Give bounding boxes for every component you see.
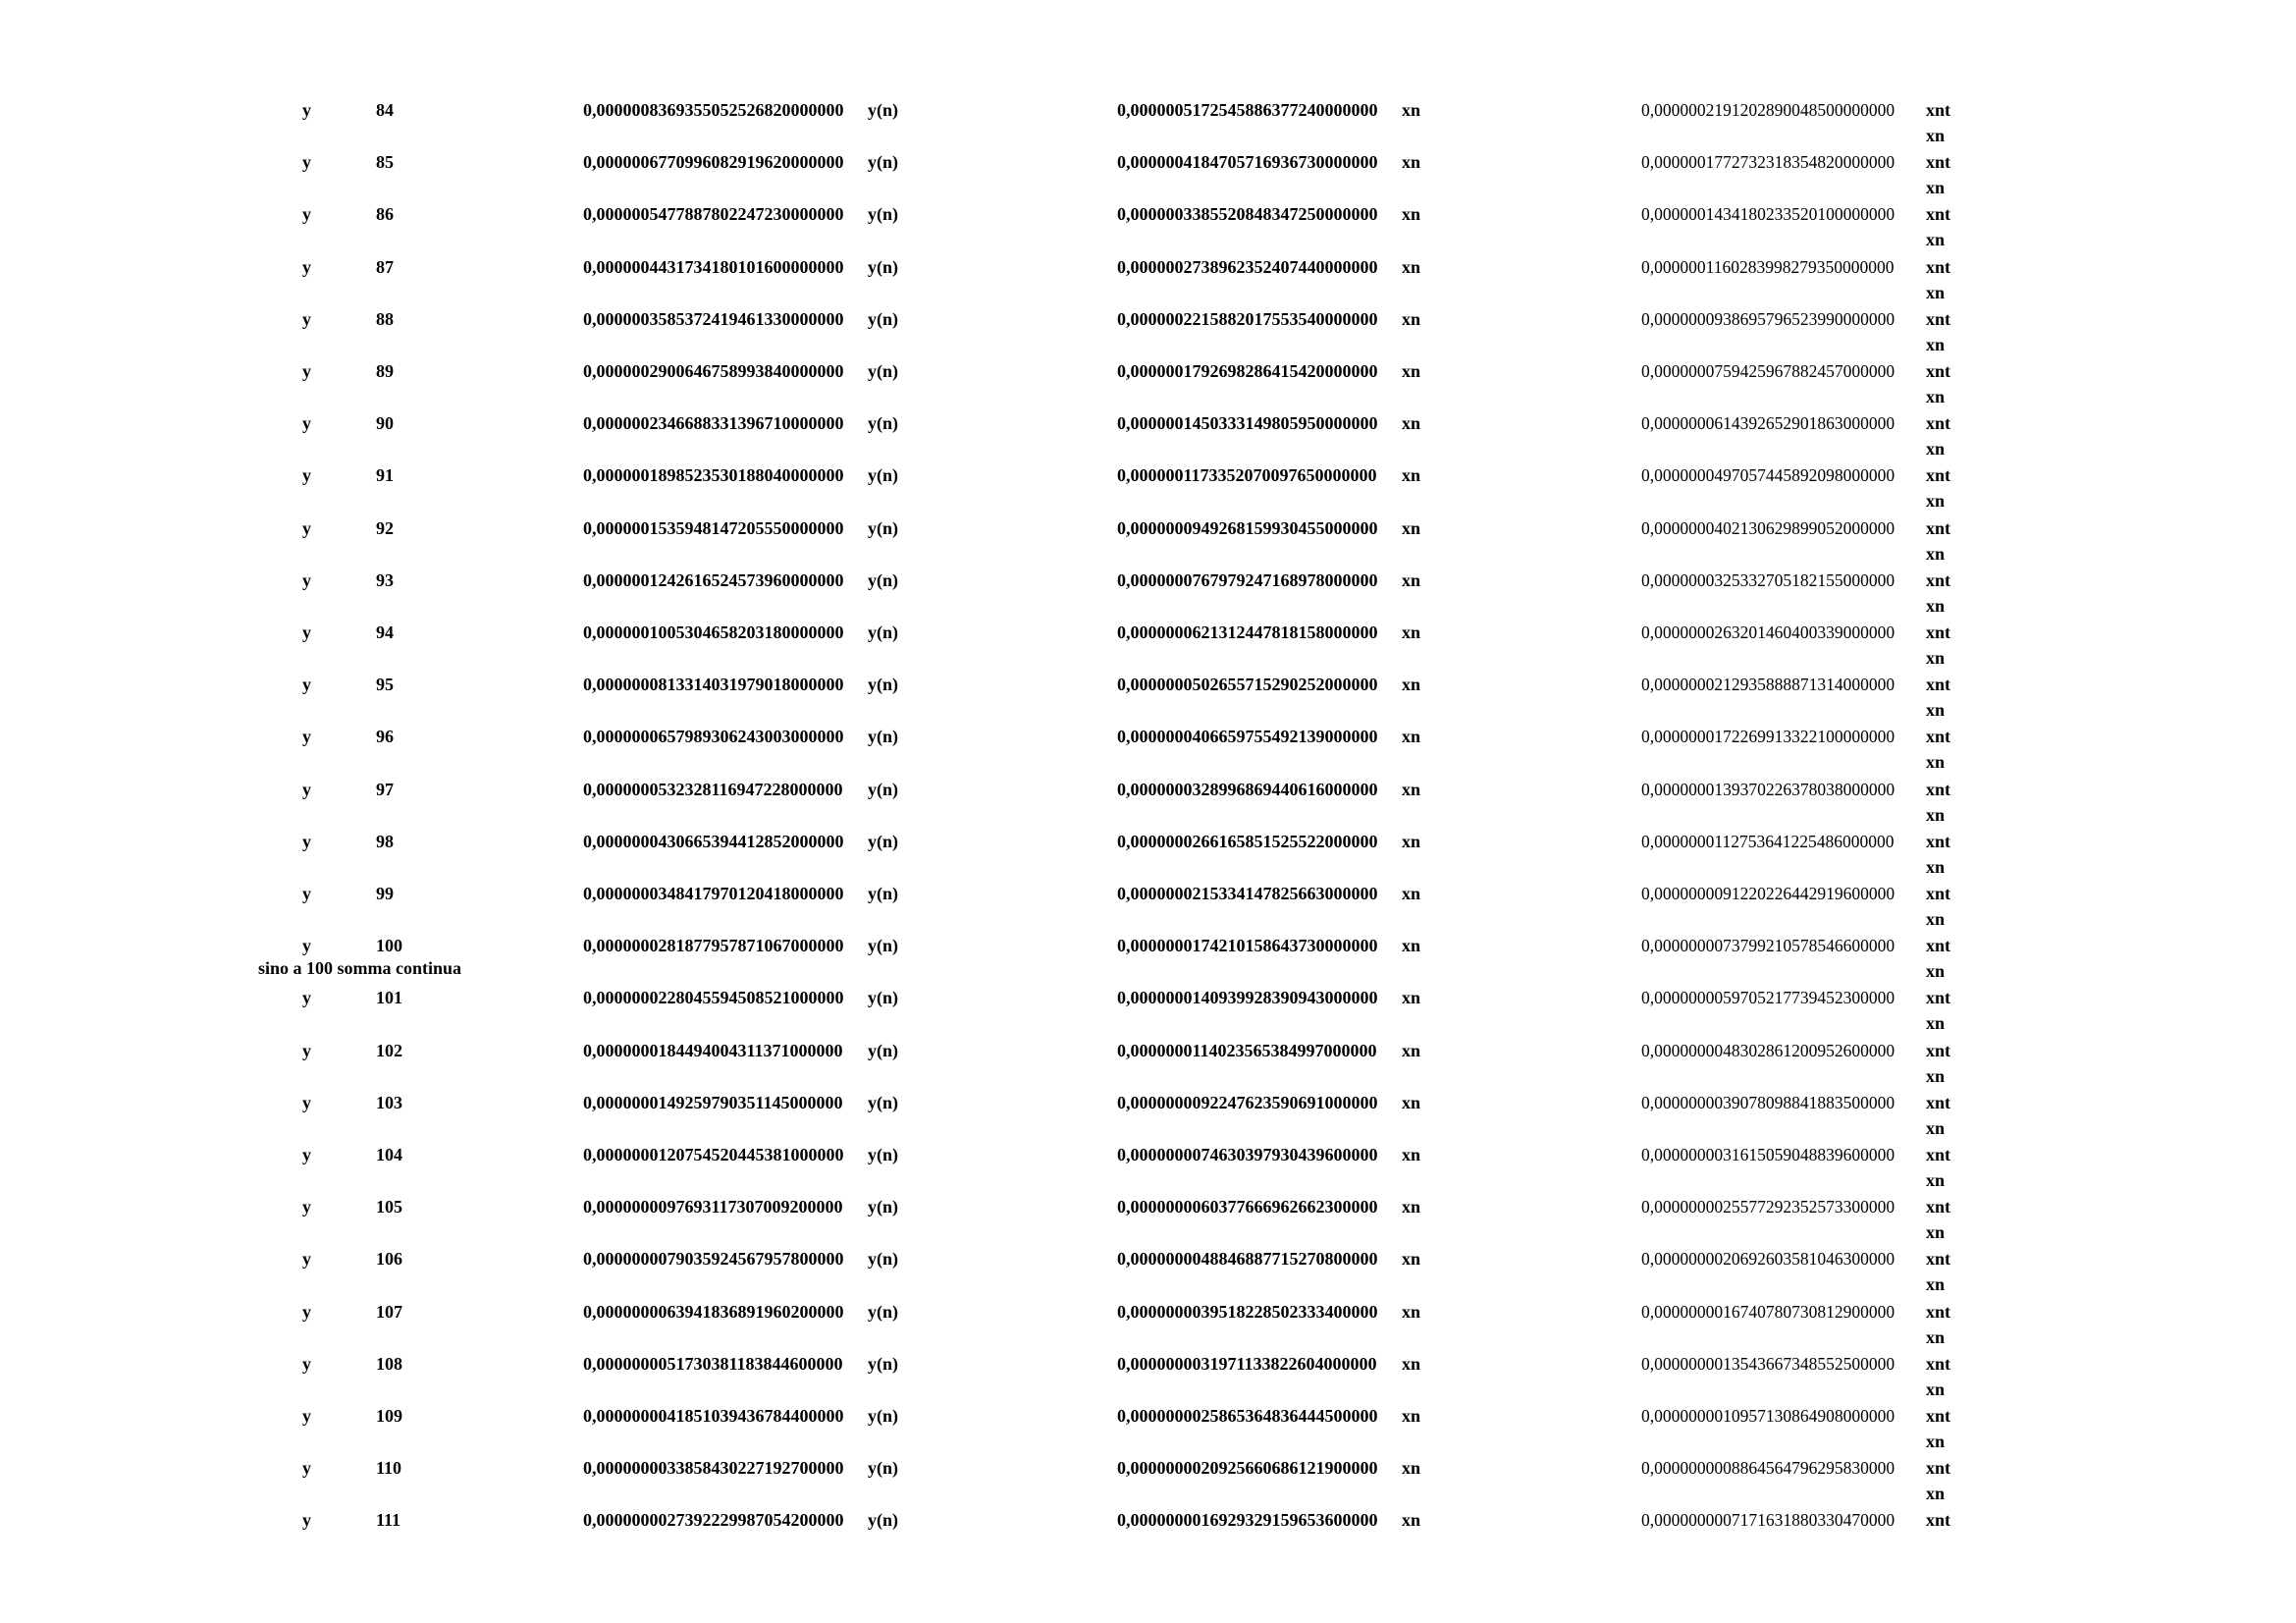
xn-value: 0,0000002738962352407440000000 bbox=[1117, 256, 1378, 277]
row-label: y bbox=[302, 1145, 311, 1164]
xnt-value: 0,0000000031615059048839600000 bbox=[1641, 1145, 1896, 1164]
y-value: 0,0000000228045594508521000000 bbox=[583, 988, 844, 1008]
row-index: 95 bbox=[376, 675, 394, 695]
xn-continuation-suffix: xn bbox=[1926, 543, 1946, 564]
table-row bbox=[0, 985, 2296, 1037]
xn-value: 0,0000000621312447818158000000 bbox=[1117, 622, 1378, 642]
sum-note: sino a 100 somma continua bbox=[258, 958, 462, 978]
row-index: 105 bbox=[376, 1197, 402, 1217]
xnt-suffix: xnt bbox=[1926, 831, 1951, 851]
table-row bbox=[0, 358, 2296, 410]
y-suffix: y(n) bbox=[868, 727, 898, 747]
table-row bbox=[0, 1246, 2296, 1298]
y-suffix: y(n) bbox=[868, 1145, 898, 1164]
xn-suffix: xn bbox=[1402, 100, 1421, 120]
xn-suffix: xn bbox=[1402, 1249, 1421, 1270]
xn-value: 0,0000000031971133822604000000 bbox=[1117, 1353, 1377, 1374]
row-index: 104 bbox=[376, 1145, 402, 1164]
xn-continuation-suffix: xn bbox=[1926, 1432, 1946, 1451]
xnt-value: 0,0000000039078098841883500000 bbox=[1641, 1092, 1896, 1112]
row-index: 107 bbox=[376, 1301, 402, 1322]
row-label: y bbox=[302, 779, 311, 799]
y-value: 0,0000000149259790351145000000 bbox=[583, 1092, 843, 1112]
xnt-value: 0,0000002191202890048500000000 bbox=[1641, 100, 1896, 120]
row-index: 90 bbox=[376, 413, 394, 434]
table-row bbox=[0, 1194, 2296, 1246]
xn-suffix: xn bbox=[1402, 884, 1421, 903]
row-label: y bbox=[302, 1406, 311, 1426]
row-label: y bbox=[302, 1249, 311, 1270]
xnt-value: 0,0000000059705217739452300000 bbox=[1641, 988, 1896, 1008]
row-label: y bbox=[302, 988, 311, 1008]
xnt-suffix: xnt bbox=[1926, 988, 1951, 1008]
xn-continuation-suffix: xn bbox=[1926, 1326, 1946, 1347]
xn-continuation-suffix: xn bbox=[1926, 334, 1946, 354]
table-row bbox=[0, 306, 2296, 358]
y-value: 0,0000000184494004311371000000 bbox=[583, 1040, 843, 1060]
table-row bbox=[0, 829, 2296, 881]
table-row bbox=[0, 1403, 2296, 1455]
y-value: 0,0000002900646758993840000000 bbox=[583, 361, 844, 381]
y-suffix: y(n) bbox=[868, 622, 898, 642]
xnt-suffix: xnt bbox=[1926, 1040, 1951, 1060]
xn-continuation-suffix: xn bbox=[1926, 856, 1946, 877]
xn-value: 0,0000000328996869440616000000 bbox=[1117, 779, 1378, 799]
y-suffix: y(n) bbox=[868, 100, 898, 120]
row-index: 96 bbox=[376, 727, 394, 747]
table-row bbox=[0, 777, 2296, 829]
xn-suffix: xn bbox=[1402, 256, 1421, 277]
row-index: 86 bbox=[376, 204, 394, 225]
xnt-value: 0,0000000759425967882457000000 bbox=[1641, 361, 1896, 381]
y-value: 0,0000000281877957871067000000 bbox=[583, 936, 844, 956]
xnt-suffix: xnt bbox=[1926, 204, 1951, 225]
xn-value: 0,0000000092247623590691000000 bbox=[1117, 1092, 1378, 1112]
table-row bbox=[0, 1455, 2296, 1507]
xnt-suffix: xnt bbox=[1926, 884, 1951, 903]
table-row bbox=[0, 620, 2296, 672]
row-index: 101 bbox=[376, 988, 402, 1008]
xn-continuation-suffix: xn bbox=[1926, 752, 1946, 773]
row-label: y bbox=[302, 361, 311, 381]
xn-suffix: xn bbox=[1402, 727, 1421, 747]
xn-value: 0,0000003385520848347250000000 bbox=[1117, 204, 1378, 225]
y-suffix: y(n) bbox=[868, 1040, 898, 1060]
xn-suffix: xn bbox=[1402, 204, 1421, 225]
xn-suffix: xn bbox=[1402, 569, 1421, 590]
row-index: 87 bbox=[376, 256, 394, 277]
xn-suffix: xn bbox=[1402, 361, 1421, 381]
xnt-suffix: xnt bbox=[1926, 1510, 1951, 1531]
row-index: 102 bbox=[376, 1040, 402, 1060]
xn-suffix: xn bbox=[1402, 1301, 1421, 1322]
xn-suffix: xn bbox=[1402, 1145, 1421, 1164]
xnt-value: 0,0000001434180233520100000000 bbox=[1641, 204, 1896, 225]
y-suffix: y(n) bbox=[868, 675, 898, 695]
xnt-value: 0,0000000010957130864908000000 bbox=[1641, 1406, 1896, 1426]
row-label: y bbox=[302, 1353, 311, 1374]
row-label: y bbox=[302, 152, 311, 173]
xn-continuation-suffix: xn bbox=[1926, 178, 1946, 198]
xn-continuation-suffix: xn bbox=[1926, 282, 1946, 302]
y-value: 0,0000001242616524573960000000 bbox=[583, 569, 844, 590]
xnt-value: 0,0000000325332705182155000000 bbox=[1641, 569, 1896, 590]
xnt-value: 0,0000000614392652901863000000 bbox=[1641, 413, 1896, 434]
y-value: 0,0000000097693117307009200000 bbox=[583, 1197, 843, 1217]
xnt-value: 0,0000000402130629899052000000 bbox=[1641, 517, 1896, 538]
y-value: 0,0000005477887802247230000000 bbox=[583, 204, 844, 225]
xnt-value: 0,0000000112753641225486000000 bbox=[1641, 831, 1895, 851]
table-row bbox=[0, 1351, 2296, 1403]
xn-value: 0,0000000016929329159653600000 bbox=[1117, 1510, 1378, 1531]
row-index: 103 bbox=[376, 1092, 402, 1112]
y-suffix: y(n) bbox=[868, 936, 898, 956]
xn-continuation-suffix: xn bbox=[1926, 387, 1946, 406]
xn-continuation-suffix: xn bbox=[1926, 804, 1946, 825]
xnt-suffix: xnt bbox=[1926, 308, 1951, 329]
y-value: 0,0000004431734180101600000000 bbox=[583, 256, 844, 277]
y-value: 0,0000001898523530188040000000 bbox=[583, 465, 844, 486]
xnt-suffix: xnt bbox=[1926, 727, 1951, 747]
y-value: 0,0000000120754520445381000000 bbox=[583, 1145, 844, 1164]
xnt-value: 0,0000000497057445892098000000 bbox=[1641, 465, 1896, 486]
y-suffix: y(n) bbox=[868, 988, 898, 1008]
xnt-value: 0,0000000091220226442919600000 bbox=[1641, 884, 1896, 903]
row-index: 100 bbox=[376, 936, 402, 956]
xn-value: 0,0000000949268159930455000000 bbox=[1117, 517, 1378, 538]
xn-value: 0,0000001450333149805950000000 bbox=[1117, 413, 1378, 434]
xn-value: 0,0000005172545886377240000000 bbox=[1117, 100, 1378, 120]
table-row bbox=[0, 1038, 2296, 1090]
y-value: 0,0000000813314031979018000000 bbox=[583, 675, 844, 695]
xnt-suffix: xnt bbox=[1926, 622, 1951, 642]
xnt-suffix: xnt bbox=[1926, 779, 1951, 799]
xnt-suffix: xnt bbox=[1926, 1353, 1951, 1374]
row-index: 85 bbox=[376, 152, 394, 173]
xn-value: 0,0000002215882017553540000000 bbox=[1117, 308, 1378, 329]
y-value: 0,0000002346688331396710000000 bbox=[583, 413, 844, 434]
xnt-suffix: xnt bbox=[1926, 569, 1951, 590]
row-label: y bbox=[302, 308, 311, 329]
xn-suffix: xn bbox=[1402, 779, 1421, 799]
xn-suffix: xn bbox=[1402, 1458, 1421, 1479]
xnt-value: 0,0000000048302861200952600000 bbox=[1641, 1040, 1896, 1060]
row-label: y bbox=[302, 727, 311, 747]
xn-value: 0,0000001173352070097650000000 bbox=[1117, 465, 1377, 486]
y-value: 0,0000000348417970120418000000 bbox=[583, 884, 844, 903]
xnt-suffix: xnt bbox=[1926, 675, 1951, 695]
xn-suffix: xn bbox=[1402, 1353, 1421, 1374]
y-suffix: y(n) bbox=[868, 831, 898, 851]
xn-value: 0,0000000502655715290252000000 bbox=[1117, 675, 1378, 695]
y-suffix: y(n) bbox=[868, 256, 898, 277]
y-suffix: y(n) bbox=[868, 1406, 898, 1426]
row-label: y bbox=[302, 204, 311, 225]
xn-suffix: xn bbox=[1402, 308, 1421, 329]
xn-suffix: xn bbox=[1402, 1406, 1421, 1426]
row-index: 91 bbox=[376, 465, 394, 486]
xn-continuation-suffix: xn bbox=[1926, 1117, 1946, 1138]
y-suffix: y(n) bbox=[868, 1353, 898, 1374]
xn-continuation-suffix: xn bbox=[1926, 1379, 1946, 1399]
y-suffix: y(n) bbox=[868, 308, 898, 329]
xn-suffix: xn bbox=[1402, 465, 1421, 486]
y-suffix: y(n) bbox=[868, 517, 898, 538]
table-row bbox=[0, 149, 2296, 201]
xnt-value: 0,0000000263201460400339000000 bbox=[1641, 622, 1896, 642]
xn-value: 0,0000000114023565384997000000 bbox=[1117, 1040, 1377, 1060]
y-value: 0,0000000657989306243003000000 bbox=[583, 727, 844, 747]
xn-value: 0,0000000767979247168978000000 bbox=[1117, 569, 1378, 590]
row-label: y bbox=[302, 936, 311, 956]
row-label: y bbox=[302, 831, 311, 851]
xnt-suffix: xnt bbox=[1926, 1145, 1951, 1164]
y-suffix: y(n) bbox=[868, 361, 898, 381]
table-row bbox=[0, 881, 2296, 933]
table-row bbox=[0, 1090, 2296, 1142]
xn-suffix: xn bbox=[1402, 1510, 1421, 1531]
xn-value: 0,0000000140939928390943000000 bbox=[1117, 988, 1378, 1008]
y-suffix: y(n) bbox=[868, 884, 898, 903]
xnt-suffix: xnt bbox=[1926, 413, 1951, 434]
y-suffix: y(n) bbox=[868, 1510, 898, 1531]
xn-continuation-suffix: xn bbox=[1926, 491, 1946, 512]
xnt-value: 0,0000000938695796523990000000 bbox=[1641, 308, 1896, 329]
y-suffix: y(n) bbox=[868, 1092, 898, 1112]
xn-suffix: xn bbox=[1402, 152, 1421, 173]
row-label: y bbox=[302, 1092, 311, 1112]
row-label: y bbox=[302, 622, 311, 642]
row-label: y bbox=[302, 569, 311, 590]
xn-value: 0,0000000048846887715270800000 bbox=[1117, 1249, 1378, 1270]
y-suffix: y(n) bbox=[868, 152, 898, 173]
row-label: y bbox=[302, 465, 311, 486]
row-index: 97 bbox=[376, 779, 394, 799]
xn-value: 0,0000000039518228502333400000 bbox=[1117, 1301, 1378, 1322]
xnt-suffix: xnt bbox=[1926, 1249, 1951, 1270]
xn-value: 0,0000000025865364836444500000 bbox=[1117, 1406, 1378, 1426]
xnt-suffix: xnt bbox=[1926, 152, 1951, 173]
table-row bbox=[0, 1299, 2296, 1351]
xn-continuation-suffix: xn bbox=[1926, 648, 1946, 668]
y-suffix: y(n) bbox=[868, 1249, 898, 1270]
xnt-suffix: xnt bbox=[1926, 256, 1951, 277]
table-row bbox=[0, 97, 2296, 149]
xn-value: 0,0000000020925660686121900000 bbox=[1117, 1458, 1378, 1479]
y-value: 0,0000006770996082919620000000 bbox=[583, 152, 844, 173]
xn-suffix: xn bbox=[1402, 988, 1421, 1008]
row-index: 108 bbox=[376, 1353, 402, 1374]
xn-suffix: xn bbox=[1402, 936, 1421, 956]
xn-continuation-suffix: xn bbox=[1926, 1222, 1946, 1243]
y-value: 0,0000000063941836891960200000 bbox=[583, 1301, 844, 1322]
xn-continuation-suffix: xn bbox=[1926, 595, 1946, 616]
xnt-suffix: xnt bbox=[1926, 465, 1951, 486]
y-value: 0,0000000532328116947228000000 bbox=[583, 779, 843, 799]
row-index: 106 bbox=[376, 1249, 402, 1270]
row-label: y bbox=[302, 1301, 311, 1322]
xn-suffix: xn bbox=[1402, 1040, 1421, 1060]
table-row bbox=[0, 410, 2296, 462]
row-index: 94 bbox=[376, 622, 394, 642]
xnt-suffix: xnt bbox=[1926, 936, 1951, 956]
xnt-suffix: xnt bbox=[1926, 1197, 1951, 1217]
y-suffix: y(n) bbox=[868, 779, 898, 799]
y-value: 0,0000000430665394412852000000 bbox=[583, 831, 844, 851]
y-value: 0,0000008369355052526820000000 bbox=[583, 100, 844, 120]
row-label: y bbox=[302, 1458, 311, 1479]
table-row bbox=[0, 254, 2296, 306]
xnt-value: 0,0000000073799210578546600000 bbox=[1641, 936, 1896, 956]
y-value: 0,0000001005304658203180000000 bbox=[583, 622, 844, 642]
xn-suffix: xn bbox=[1402, 675, 1421, 695]
table-row bbox=[0, 462, 2296, 514]
row-label: y bbox=[302, 1510, 311, 1531]
xn-value: 0,0000000060377666962662300000 bbox=[1117, 1197, 1378, 1217]
row-label: y bbox=[302, 100, 311, 120]
xnt-value: 0,0000001160283998279350000000 bbox=[1641, 256, 1895, 277]
y-suffix: y(n) bbox=[868, 204, 898, 225]
table-row bbox=[0, 1142, 2296, 1194]
row-index: 99 bbox=[376, 884, 394, 903]
xn-continuation-suffix: xn bbox=[1926, 700, 1946, 721]
xn-continuation-suffix: xn bbox=[1926, 961, 1946, 982]
xnt-value: 0,0000000013543667348552500000 bbox=[1641, 1353, 1896, 1374]
row-label: y bbox=[302, 256, 311, 277]
xn-suffix: xn bbox=[1402, 1092, 1421, 1112]
y-value: 0,0000000041851039436784400000 bbox=[583, 1406, 844, 1426]
table-row bbox=[0, 201, 2296, 253]
row-label: y bbox=[302, 675, 311, 695]
table-row bbox=[0, 724, 2296, 776]
xnt-value: 0,0000000008864564796295830000 bbox=[1641, 1458, 1896, 1479]
row-label: y bbox=[302, 517, 311, 538]
xn-continuation-suffix: xn bbox=[1926, 1484, 1946, 1504]
xn-value: 0,0000000406659755492139000000 bbox=[1117, 727, 1378, 747]
table-row bbox=[0, 672, 2296, 724]
xnt-value: 0,0000000020692603581046300000 bbox=[1641, 1249, 1896, 1270]
row-label: y bbox=[302, 413, 311, 434]
xn-value: 0,0000004184705716936730000000 bbox=[1117, 152, 1378, 173]
xn-continuation-suffix: xn bbox=[1926, 1170, 1946, 1190]
xnt-suffix: xnt bbox=[1926, 517, 1951, 538]
y-value: 0,0000000033858430227192700000 bbox=[583, 1458, 844, 1479]
row-index: 109 bbox=[376, 1406, 402, 1426]
xn-continuation-suffix: xn bbox=[1926, 230, 1946, 250]
xn-continuation-suffix: xn bbox=[1926, 1065, 1946, 1086]
xn-continuation-suffix: xn bbox=[1926, 1013, 1946, 1034]
row-label: y bbox=[302, 884, 311, 903]
xnt-value: 0,0000000007171631880330470000 bbox=[1641, 1510, 1896, 1531]
xn-value: 0,0000001792698286415420000000 bbox=[1117, 361, 1378, 381]
row-index: 92 bbox=[376, 517, 394, 538]
row-label: y bbox=[302, 1197, 311, 1217]
y-suffix: y(n) bbox=[868, 465, 898, 486]
y-value: 0,0000001535948147205550000000 bbox=[583, 517, 844, 538]
xnt-value: 0,0000000025577292352573300000 bbox=[1641, 1197, 1896, 1217]
xn-value: 0,0000000074630397930439600000 bbox=[1117, 1145, 1378, 1164]
xnt-suffix: xnt bbox=[1926, 1301, 1951, 1322]
y-suffix: y(n) bbox=[868, 1301, 898, 1322]
xn-suffix: xn bbox=[1402, 831, 1421, 851]
xnt-suffix: xnt bbox=[1926, 1458, 1951, 1479]
y-suffix: y(n) bbox=[868, 413, 898, 434]
xn-suffix: xn bbox=[1402, 517, 1421, 538]
row-index: 111 bbox=[376, 1510, 401, 1531]
row-index: 89 bbox=[376, 361, 394, 381]
row-index: 88 bbox=[376, 308, 394, 329]
y-value: 0,0000000079035924567957800000 bbox=[583, 1249, 844, 1270]
xn-continuation-suffix: xn bbox=[1926, 1274, 1946, 1295]
row-index: 98 bbox=[376, 831, 394, 851]
row-index: 84 bbox=[376, 100, 394, 120]
xn-continuation-suffix: xn bbox=[1926, 909, 1946, 929]
table-row bbox=[0, 568, 2296, 620]
xn-continuation-suffix: xn bbox=[1926, 439, 1946, 460]
y-value: 0,0000003585372419461330000000 bbox=[583, 308, 844, 329]
xn-value: 0,0000000215334147825663000000 bbox=[1117, 884, 1378, 903]
table-row bbox=[0, 515, 2296, 568]
table-row bbox=[0, 1507, 2296, 1559]
xnt-value: 0,0000000016740780730812900000 bbox=[1641, 1301, 1896, 1322]
y-suffix: y(n) bbox=[868, 569, 898, 590]
xn-suffix: xn bbox=[1402, 1197, 1421, 1217]
xn-suffix: xn bbox=[1402, 413, 1421, 434]
xn-value: 0,0000000266165851525522000000 bbox=[1117, 831, 1378, 851]
xnt-suffix: xnt bbox=[1926, 1092, 1951, 1112]
row-index: 93 bbox=[376, 569, 394, 590]
xnt-suffix: xnt bbox=[1926, 1406, 1951, 1426]
y-value: 0,0000000027392229987054200000 bbox=[583, 1510, 844, 1531]
xnt-value: 0,0000000139370226378038000000 bbox=[1641, 779, 1896, 799]
xnt-value: 0,0000001772732318354820000000 bbox=[1641, 152, 1896, 173]
xn-value: 0,0000000174210158643730000000 bbox=[1117, 936, 1378, 956]
xnt-value: 0,0000000172269913322100000000 bbox=[1641, 727, 1896, 747]
xnt-suffix: xnt bbox=[1926, 361, 1951, 381]
row-index: 110 bbox=[376, 1458, 402, 1479]
y-suffix: y(n) bbox=[868, 1197, 898, 1217]
y-value: 0,0000000051730381183844600000 bbox=[583, 1353, 843, 1374]
xnt-value: 0,0000000212935888871314000000 bbox=[1641, 675, 1896, 695]
row-label: y bbox=[302, 1040, 311, 1060]
xn-suffix: xn bbox=[1402, 622, 1421, 642]
xn-continuation-suffix: xn bbox=[1926, 126, 1946, 145]
xnt-suffix: xnt bbox=[1926, 100, 1951, 120]
y-suffix: y(n) bbox=[868, 1458, 898, 1479]
